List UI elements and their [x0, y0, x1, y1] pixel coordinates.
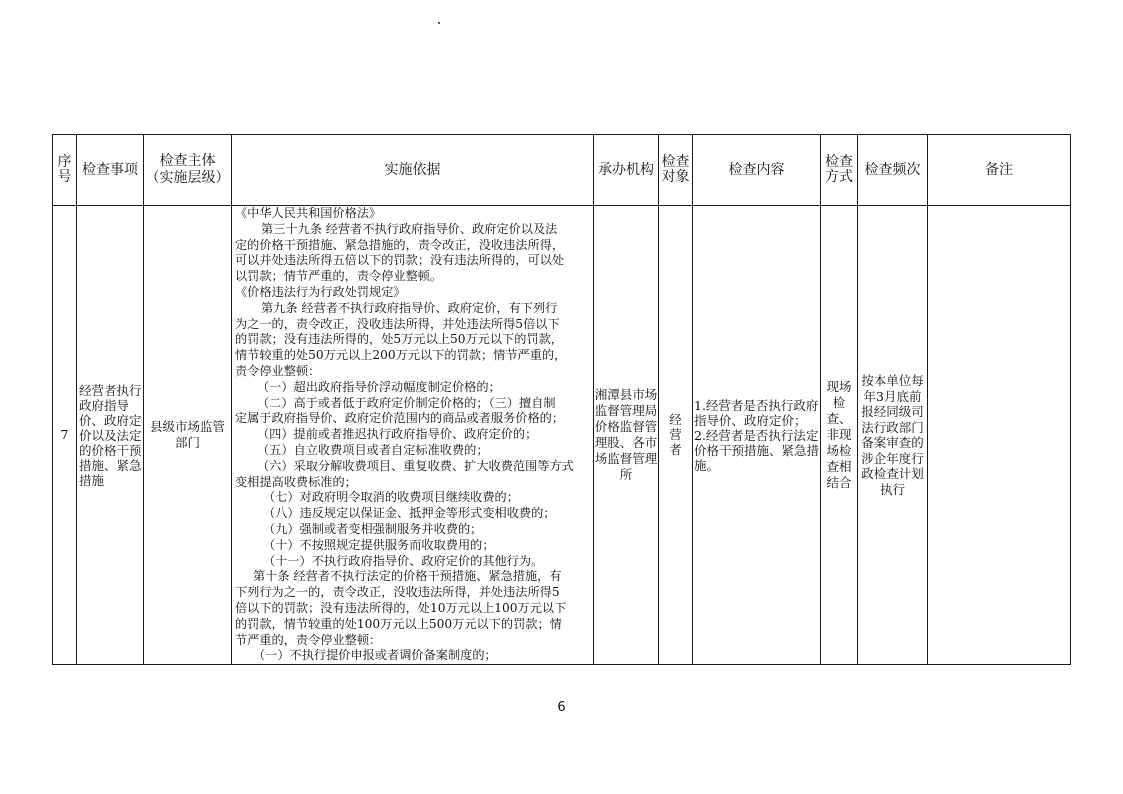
basis-line: （二）高于或者低于政府定价制定价格的；（三）擅自制	[257, 395, 556, 410]
basis-line: （四）提前或者推迟执行政府指导价、政府定价的；	[257, 427, 538, 442]
header-target: 检查对象	[659, 135, 693, 206]
header-remark: 备注	[928, 135, 1071, 206]
row-agency: 湘潭县市场监督管理局价格监督管理股、各市场监督管理所	[594, 206, 659, 665]
basis-line: 为之一的，责令改正，没收违法所得，并处违法所得5倍以下	[235, 316, 560, 331]
basis-line: 的罚款，情节较重的处100万元以上500万元以下的罚款；情	[235, 616, 562, 631]
header-agency: 承办机构	[594, 135, 659, 206]
basis-line: 节严重的，责令停业整顿：	[235, 632, 382, 647]
basis-line: （一）超出政府指导价浮动幅度制定价格的；	[257, 379, 501, 394]
basis-line: （八）违反规定以保证金、抵押金等形式变相收费的；	[263, 506, 556, 521]
header-seq: 序号	[53, 135, 77, 206]
row-frequency: 按本单位每年3月底前报经同级司法行政部门备案审查的涉企年度行政检查计划执行	[858, 206, 928, 665]
basis-line: 第九条 经营者不执行政府指导价、政府定价，有下列行	[261, 300, 558, 315]
basis-line: 下列行为之一的，责令改正，没收违法所得，并处违法所得5	[235, 585, 560, 600]
row-target: 经营者	[659, 206, 693, 665]
table-row	[53, 206, 1071, 665]
basis-line: 第十条 经营者不执行法定的价格干预措施、紧急措施，有	[253, 569, 562, 584]
header-basis: 实施依据	[232, 135, 594, 206]
basis-line: 《中华人民共和国价格法》	[235, 206, 382, 220]
header-content: 检查内容	[693, 135, 821, 206]
page-number: 6	[557, 700, 566, 715]
basis-line: 可以并处违法所得五倍以下的罚款；没有违法所得的，可以处	[235, 253, 565, 268]
row-remark	[928, 206, 1071, 665]
header-frequency: 检查频次	[858, 135, 928, 206]
inspection-table	[52, 134, 1071, 665]
basis-line: （九）强制或者变相强制服务并收费的；	[263, 521, 483, 536]
content-line: 1.经营者是否执行政府指导价、政府定价；	[694, 397, 819, 428]
row-item: 经营者执行政府指导价、政府定价以及法定的价格干预措施、紧急措施	[77, 206, 144, 665]
basis-line: 定的价格干预措施、紧急措施的，责令改正，没收违法所得，	[235, 237, 565, 252]
header-item: 检查事项	[77, 135, 144, 206]
basis-line: 以罚款；情节严重的，责令停业整顿。	[235, 269, 443, 284]
basis-line: （六）采取分解收费项目、重复收费、扩大收费范围等方式	[257, 458, 574, 473]
basis-line: 责令停业整顿：	[235, 363, 321, 378]
row-subject: 县级市场监管部门	[144, 206, 232, 665]
basis-line: （十一）不执行政府指导价、政府定价的其他行为。	[263, 553, 544, 568]
basis-line: 第三十九条 经营者不执行政府指导价、政府定价以及法	[261, 221, 558, 236]
basis-line: （七）对政府明令取消的收费项目继续收费的；	[263, 490, 519, 505]
basis-line: 定属于政府指导价、政府定价范围内的商品或者服务价格的；	[235, 411, 565, 426]
basis-line: （十）不按照规定提供服务而收取费用的；	[263, 537, 495, 552]
basis-line: 倍以下的罚款；没有违法所得的，处10万元以上100万元以下	[235, 600, 567, 615]
basis-line: 《价格违法行为行政处罚规定》	[235, 284, 406, 299]
basis-line: （一）不执行提价申报或者调价备案制度的；	[253, 648, 497, 663]
header-method: 检查方式	[821, 135, 858, 206]
row-seq: 7	[53, 206, 77, 665]
row-method: 现场检查、非现场检查相结合	[821, 206, 858, 665]
content-line: 2.经营者是否执行法定价格干预措施、紧急措施。	[694, 427, 820, 473]
basis-line: （五）自立收费项目或者自定标准收费的；	[257, 442, 489, 457]
basis-line: 变相提高收费标准的；	[235, 474, 357, 489]
scan-speck	[438, 22, 440, 24]
basis-line: 的罚款；没有违法所得的，处5万元以上50万元以下的罚款，	[235, 332, 563, 347]
header-row	[53, 135, 1071, 206]
basis-line: 情节较重的处50万元以上200万元以下的罚款；情节严重的，	[235, 348, 567, 363]
header-subject: 检查主体 （实施层级）	[144, 135, 232, 206]
row-content	[693, 206, 821, 665]
row-basis	[232, 206, 594, 665]
